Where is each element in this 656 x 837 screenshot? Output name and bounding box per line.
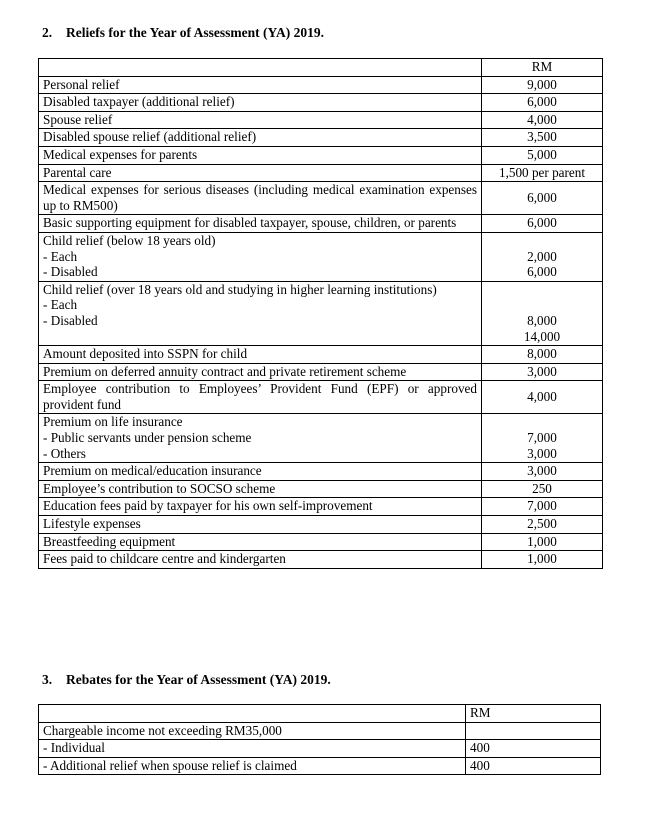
reliefs-table [38,58,603,569]
row-label: Premium on medical/education insurance [39,463,482,481]
row-value [466,722,601,740]
row-label: Chargeable income not exceeding RM35,000 [39,722,466,740]
row-label: Disabled taxpayer (additional relief) [39,94,482,112]
row-label [39,232,482,281]
row-value: 1,000 [482,551,603,569]
row-value-line: 6,000 [527,264,557,280]
section-title: Rebates for the Year of Assessment (YA) 2019. [66,672,331,687]
row-value [482,281,603,345]
row-value: 400 [466,740,601,758]
table-row [39,740,601,758]
table-row [39,94,603,112]
row-value [482,232,603,281]
section-number: 3. [42,672,53,687]
table-row [39,129,603,147]
row-label-line: - Disabled [43,312,98,328]
row-value-line: 14,000 [523,328,561,344]
section-heading-reliefs [42,25,324,41]
header-cell-currency: RM [482,59,603,77]
row-label: Spouse relief [39,111,482,129]
table-header-row [39,705,601,723]
section-heading-rebates [42,672,331,688]
row-value: 5,000 [482,146,603,164]
table-row [39,757,601,775]
row-value: 2,500 [482,516,603,534]
section-title: Reliefs for the Year of Assessment (YA) 2019. [66,25,324,40]
header-cell-label [39,59,482,77]
row-label: Parental care [39,164,482,182]
table-row [39,346,603,364]
table-row [39,480,603,498]
row-value: 3,000 [482,363,603,381]
row-label: Lifestyle expenses [39,516,482,534]
row-label: Personal relief [39,76,482,94]
row-value [482,414,603,463]
row-label: - Additional relief when spouse relief is claimed [39,757,466,775]
row-label: - Individual [39,740,466,758]
row-value-line: 3,000 [527,445,557,461]
row-value: 3,000 [482,463,603,481]
row-value-line: 8,000 [527,312,557,328]
row-label: Employee’s contribution to SOCSO scheme [39,480,482,498]
row-label [39,414,482,463]
row-label-line: Premium on life insurance [43,414,183,430]
table-header-row [39,59,603,77]
row-label: Basic supporting equipment for disabled taxpayer, spouse, children, or parents [39,215,482,233]
row-label: Amount deposited into SSPN for child [39,346,482,364]
row-label-line: Child relief (over 18 years old and studying in higher learning institutions) [43,281,437,297]
table-row [39,722,601,740]
table-row [39,414,603,463]
table-row [39,363,603,381]
table-row [39,533,603,551]
row-label-line: - Each [43,297,78,313]
row-value: 4,000 [482,111,603,129]
row-value: 3,500 [482,129,603,147]
table-row [39,381,603,414]
row-label: Fees paid to childcare centre and kindergarten [39,551,482,569]
row-label-line: - Public servants under pension scheme [43,430,252,446]
row-value: 4,000 [482,381,603,414]
row-label: Premium on deferred annuity contract and private retirement scheme [39,363,482,381]
row-label: Breastfeeding equipment [39,533,482,551]
row-label: Disabled spouse relief (additional relief) [39,129,482,147]
row-label: Education fees paid by taxpayer for his own self-improvement [39,498,482,516]
table-row [39,164,603,182]
table-row [39,232,603,281]
table-row [39,111,603,129]
row-label: Employee contribution to Employees’ Provident Fund (EPF) or approved provident fund [39,381,482,414]
row-value: 250 [482,480,603,498]
row-value: 9,000 [482,76,603,94]
row-label: Medical expenses for parents [39,146,482,164]
table-row [39,76,603,94]
row-value: 6,000 [482,94,603,112]
table-row [39,182,603,215]
table-row [39,498,603,516]
table-row [39,516,603,534]
row-label-line: - Each [43,248,78,264]
row-value: 400 [466,757,601,775]
header-cell-label [39,705,466,723]
table-row [39,463,603,481]
row-value: 8,000 [482,346,603,364]
row-value: 1,500 per parent [482,164,603,182]
row-value: 7,000 [482,498,603,516]
row-value-line: 7,000 [527,430,557,446]
row-label-line: - Disabled [43,264,98,280]
row-label-line: - Others [43,445,86,461]
table-row [39,215,603,233]
row-value-line: 2,000 [527,248,557,264]
row-value: 1,000 [482,533,603,551]
section-number: 2. [42,25,53,40]
rebates-table [38,704,601,775]
row-label-line: Child relief (below 18 years old) [43,232,216,248]
row-value: 6,000 [482,182,603,215]
row-value: 6,000 [482,215,603,233]
header-cell-currency: RM [466,705,601,723]
table-row [39,551,603,569]
row-label [39,281,482,345]
table-row [39,146,603,164]
row-label: Medical expenses for serious diseases (including medical examination expenses up to RM500) [39,182,482,215]
table-row [39,281,603,345]
